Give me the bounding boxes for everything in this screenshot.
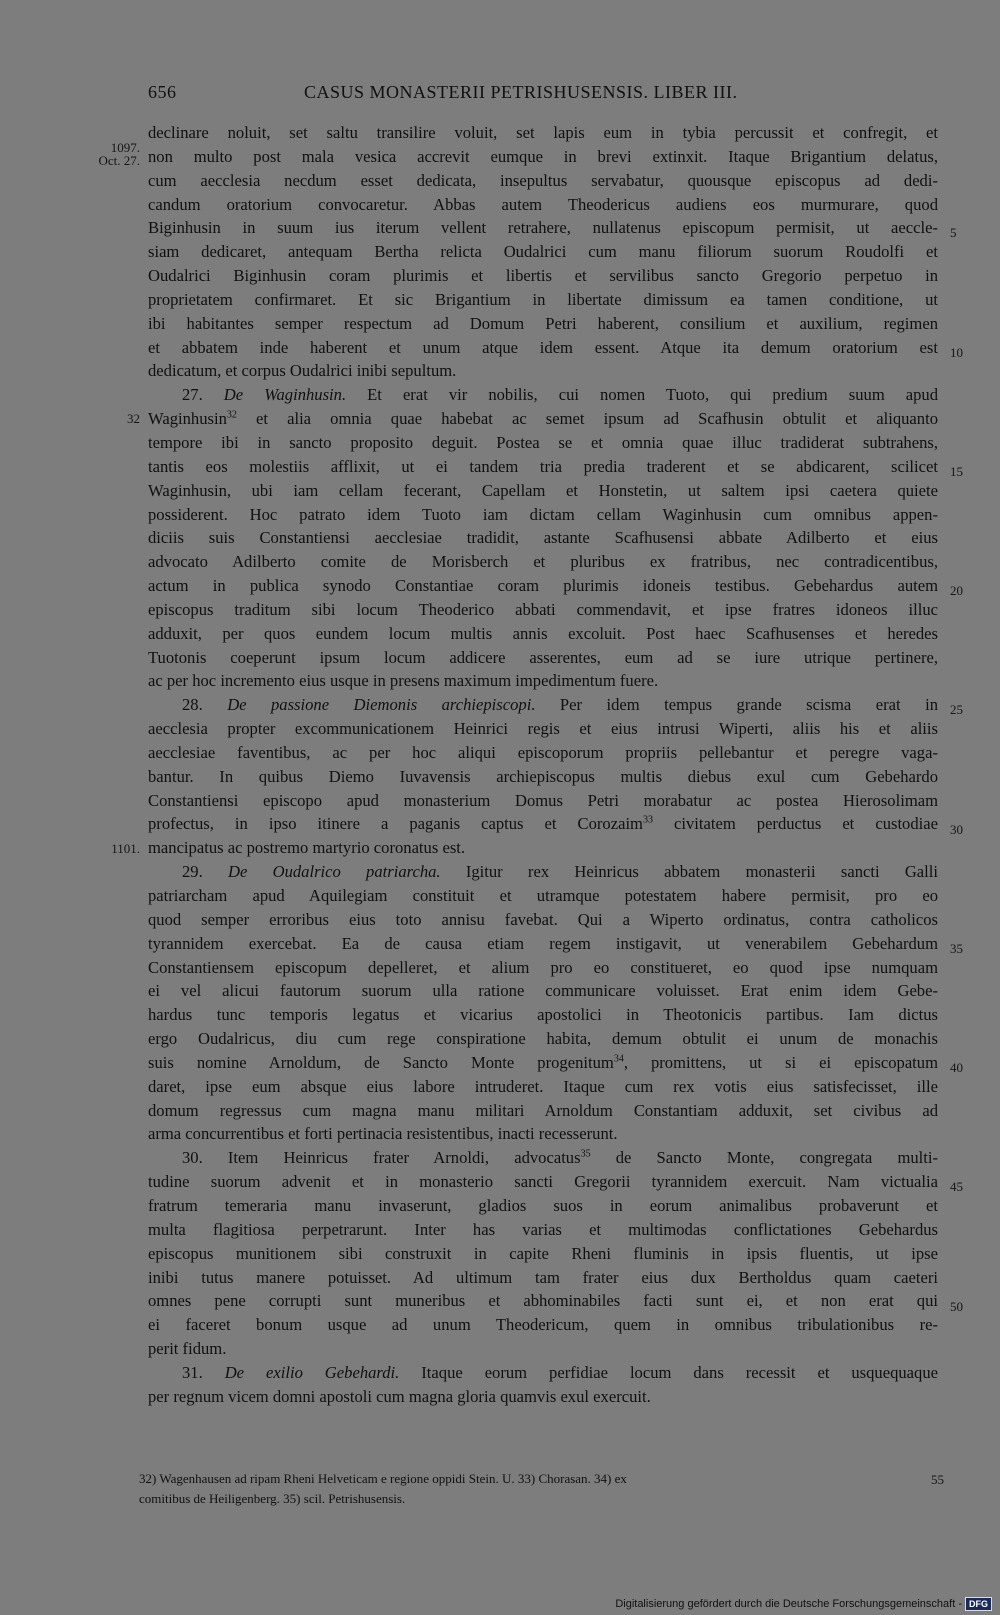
text-line — [148, 240, 938, 264]
text-line — [148, 121, 938, 145]
line-text: quod semper erroribus eius toto annisu favebat. Qui a Wiperto ordinatus, contra catholicos — [148, 909, 938, 929]
footer-credit — [615, 1597, 992, 1611]
body-text — [98, 121, 963, 1409]
line-text: Oudalrici Biginhusin coram plurimis et libertis et servilibus sancto Gregorio perpetuo in — [148, 266, 938, 286]
footnotes — [139, 1469, 959, 1509]
line-text: advocato Adilberto comite de Morisberch et pluribus ex fratribus, nec contradicentibus, — [148, 552, 938, 572]
line-number: 15 — [950, 463, 963, 479]
text-line — [148, 1146, 938, 1170]
line-text: ibi habitantes semper respectum ad Domum Petri haberent, consilium et auxilium, regimen — [148, 313, 938, 333]
line-text: aecclesia propter excommunicationem Heinrici regis et eius intrusi Wiperti, aliis his et aliis — [148, 719, 938, 739]
text-line — [148, 669, 938, 693]
line-number: 50 — [950, 1298, 963, 1314]
text-line — [148, 1385, 938, 1409]
line-text: daret, ipse eum absque eius labore intruderet. Itaque cum rex votis eius satisfecisset, ille — [148, 1076, 938, 1096]
text-line — [148, 1361, 938, 1385]
text-line — [148, 1170, 938, 1194]
text-line — [148, 1003, 938, 1027]
text-line — [148, 288, 938, 312]
line-text: per regnum vicem domni apostoli cum magna gloria quamvis exul exercuit. — [148, 1386, 651, 1406]
text-line — [148, 860, 938, 884]
text-line — [148, 884, 938, 908]
line-text: tudine suorum advenit et in monasterio sancti Gregorii tyrannidem exercuit. Nam victualia — [148, 1172, 938, 1192]
text-line — [148, 812, 938, 836]
line-text: siam dedicaret, antequam Bertha relicta Oudalrici cum manu filiorum suorum Roudolfi et — [148, 242, 938, 262]
text-line — [148, 479, 938, 503]
text-line — [148, 169, 938, 193]
text-line — [148, 908, 938, 932]
line-text: perit fidum. — [148, 1339, 227, 1359]
text-line — [148, 359, 938, 383]
line-text: tyrannidem exercebat. Ea de causa etiam regem instigavit, ut venerabilem Gebehardum — [148, 933, 938, 953]
text-line — [148, 693, 938, 717]
line-number: 10 — [950, 344, 963, 360]
text-line — [148, 336, 938, 360]
line-number: 5 — [950, 225, 957, 241]
line-number: 30 — [950, 821, 963, 837]
line-text: patriarcham apud Aquilegiam constituit et utramque potestatem habere permisit, pro eo — [148, 886, 938, 905]
text-line — [148, 598, 938, 622]
line-text: ei vel alicui fautorum suorum ulla ratione communicare voluisset. Erat enim idem Gebe- — [148, 981, 938, 1001]
line-text: adduxit, per quos eundem locum multis annis excoluit. Post haec Scafhusenses et heredes — [148, 623, 938, 643]
line-text: profectus, in ipso itinere a paganis captus et Corozaim$^{33}$ civitatem perductus et custodiae — [148, 814, 938, 834]
footnote-line — [139, 1469, 959, 1489]
text-line — [148, 526, 938, 550]
text-line — [148, 932, 938, 956]
line-text: episcopus munitionem sibi construxit in capite Rheni fluminis in ipsis fluentis, ut ipse — [148, 1243, 938, 1263]
text-line — [148, 574, 938, 598]
line-text: hardus tunc temporis legatus et vicarius apostolici in Theotonicis partibus. Iam dictus — [148, 1005, 938, 1025]
line-number: 55 — [931, 1472, 944, 1487]
text-line — [148, 383, 938, 407]
line-number: 20 — [950, 583, 963, 599]
line-text: Waginhusin$^{32}$ et alia omnia quae habebat ac semet ipsum ad Scafhusin obtulit et aliquanto — [148, 409, 938, 429]
line-text: multa flagitiosa perpetrarunt. Inter has varias et multimodas conflictationes Gebehardus — [148, 1219, 938, 1239]
text-line — [148, 312, 938, 336]
line-text: omnes pene corrupti sunt muneribus et abhominabiles facti sunt ei, et non erat qui — [148, 1291, 938, 1311]
text-line — [148, 1075, 938, 1099]
line-text: tempore ibi in sancto proposito deguit. Postea se et omnia quae illuc tradiderat subtrahens, — [148, 432, 938, 452]
text-line — [148, 1099, 938, 1123]
line-text: suis nomine Arnoldum, de Sancto Monte progenitum$^{34}$, promittens, ut si ei episcopatum — [148, 1052, 938, 1072]
line-number: 40 — [950, 1060, 963, 1076]
text-line — [148, 550, 938, 574]
text-line — [148, 145, 938, 169]
text-line — [148, 717, 938, 741]
text-line — [148, 1051, 938, 1075]
margin-note: 32 — [127, 411, 140, 427]
text-line — [148, 1337, 938, 1361]
line-text: Waginhusin, ubi iam cellam fecerant, Capellam et Honstetin, ut saltem ipsi caetera quiete — [148, 480, 938, 500]
line-text: et abbatem inde haberent et unum atque idem essent. Atque ita demum oratorium est — [148, 337, 938, 357]
line-text: domum regressus cum magna manu militari Arnoldum Constantiam adduxit, set civibus ad — [148, 1100, 938, 1120]
line-text: proprietatem confirmaret. Et sic Brigantium in libertate dimissum ea tamen conditione, ut — [148, 289, 938, 309]
line-text: ei faceret bonum usque ad unum Theodericum, quem in omnibus tribulationibus re- — [148, 1315, 938, 1335]
text-line — [148, 979, 938, 1003]
footer-text: Digitalisierung gefördert durch die Deutsche Forschungsgemeinschaft - — [615, 1598, 962, 1610]
line-text: candum oratorium convocaretur. Abbas autem Theodericus audiens eos murmurare, quod — [148, 194, 938, 214]
line-text: fratrum temeraria manu invaserunt, gladios suos in eorum animalibus probaverunt et — [148, 1195, 938, 1215]
line-text: Constantiensem episcopum depelleret, et alium pro eo constitueret, eo quod ipse numquam — [148, 957, 938, 977]
text-line — [148, 646, 938, 670]
line-text: mancipatus ac postremo martyrio coronatus est. — [148, 838, 466, 858]
text-line — [148, 1122, 938, 1146]
text-line — [148, 1242, 938, 1266]
footnote-text: 32) Wagenhausen ad ripam Rheni Helveticam e regione oppidi Stein. U. 33) Chorasan. 34) ex — [139, 1471, 627, 1486]
text-line — [148, 1194, 938, 1218]
line-text: 31. De exilio Gebehardi. Itaque eorum perfidiae locum dans recessit et usquequaque — [182, 1362, 938, 1382]
text-line — [148, 1218, 938, 1242]
line-text: 27. De Waginhusin. Et erat vir nobilis, cui nomen Tuoto, qui predium suum apud — [182, 385, 938, 405]
line-text: Biginhusin in suum ius iterum vellent retrahere, nullatenus episcopum permisit, ut aeccle- — [148, 218, 938, 238]
line-text: non multo post mala vesica accrevit eumque in brevi extinxit. Itaque Brigantium delatus, — [148, 146, 938, 166]
line-text: inibi tutus manere potuisset. Ad ultimum tam frater eius dux Bertholdus quam caeteri — [148, 1267, 938, 1287]
text-line — [148, 765, 938, 789]
text-line — [148, 1027, 938, 1051]
text-line — [148, 622, 938, 646]
line-text: aecclesiae faventibus, ac per hoc aliqui episcoporum propriis pellebantur et peregre vaga- — [148, 742, 938, 762]
text-line — [148, 1289, 938, 1313]
text-line — [148, 836, 938, 860]
line-text: 29. De Oudalrico patriarcha. Igitur rex Heinricus abbatem monasterii sancti Galli — [182, 862, 938, 882]
text-line — [148, 956, 938, 980]
text-line — [148, 193, 938, 217]
text-line — [148, 407, 938, 431]
line-text: episcopus traditum sibi locum Theoderico abbati commendavit, et ipse fratres idoneos illuc — [148, 599, 938, 619]
line-number: 25 — [950, 702, 963, 718]
footnote-line — [139, 1489, 959, 1509]
footnote-text: comitibus de Heiligenberg. 35) scil. Petrishusensis. — [139, 1491, 406, 1506]
page-number: 656 — [148, 82, 177, 102]
page-header — [148, 82, 788, 106]
text-line — [148, 789, 938, 813]
text-line — [148, 264, 938, 288]
text-line — [148, 741, 938, 765]
text-line — [148, 1313, 938, 1337]
line-number: 35 — [950, 940, 963, 956]
line-text: actum in publica synodo Constantiae coram plurimis idoneis testibus. Gebehardus autem — [148, 576, 938, 596]
margin-note: 1101. — [111, 840, 140, 856]
line-text: dedicatum, et corpus Oudalrici inibi sepultum. — [148, 361, 457, 381]
line-text: Constantiensi episcopo apud monasterium Domus Petri morabatur ac postea Hierosolimam — [148, 790, 938, 810]
dfg-logo: DFG — [965, 1597, 992, 1611]
line-text: ac per hoc incremento eius usque in presens maximum impedimentum fuere. — [148, 671, 659, 691]
text-line — [148, 1266, 938, 1290]
running-title: CASUS MONASTERII PETRISHUSENSIS. LIBER III. — [304, 82, 738, 102]
margin-note: 1097. Oct. 27. — [98, 139, 140, 168]
line-text: possiderent. Hoc patrato idem Tuoto iam dictam cellam Waginhusin cum omnibus appen- — [148, 504, 938, 524]
text-line — [148, 455, 938, 479]
text-line — [148, 216, 938, 240]
line-text: diciis suis Constantiensi aecclesiae tradidit, astante Scafhusensi abbate Adilberto et eius — [148, 528, 938, 548]
line-text: Tuotonis coeperunt ipsum locum addicere asserentes, eum ad se iure utrique pertinere, — [148, 647, 938, 667]
text-line — [148, 431, 938, 455]
line-text: arma concurrentibus et forti pertinacia resistentibus, inacti recesserunt. — [148, 1124, 618, 1144]
line-text: 30. Item Heinricus frater Arnoldi, advocatus$^{35}$ de Sancto Monte, congregata multi- — [182, 1148, 938, 1168]
line-text: 28. De passione Diemonis archiepiscopi. Per idem tempus grande scisma erat in — [182, 695, 938, 715]
line-number: 45 — [950, 1179, 963, 1195]
line-text: declinare noluit, set saltu transilire voluit, set lapis eum in tybia percussit et confregit, et — [148, 123, 938, 142]
text-line — [148, 503, 938, 527]
line-text: ergo Oudalricus, diu cum rege conspiratione habita, demum obtulit ei unum de monachis — [148, 1029, 938, 1049]
line-text: bantur. In quibus Diemo Iuvavensis archiepiscopus multis diebus exul cum Gebehardo — [148, 766, 938, 786]
line-text: tantis eos molestiis afflixit, ut ei tandem tria predia traderent et se abdicarent, scilicet — [148, 456, 938, 476]
line-text: cum aecclesia necdum esset dedicata, insepultus servabatur, quousque episcopus ad dedi- — [148, 170, 938, 190]
